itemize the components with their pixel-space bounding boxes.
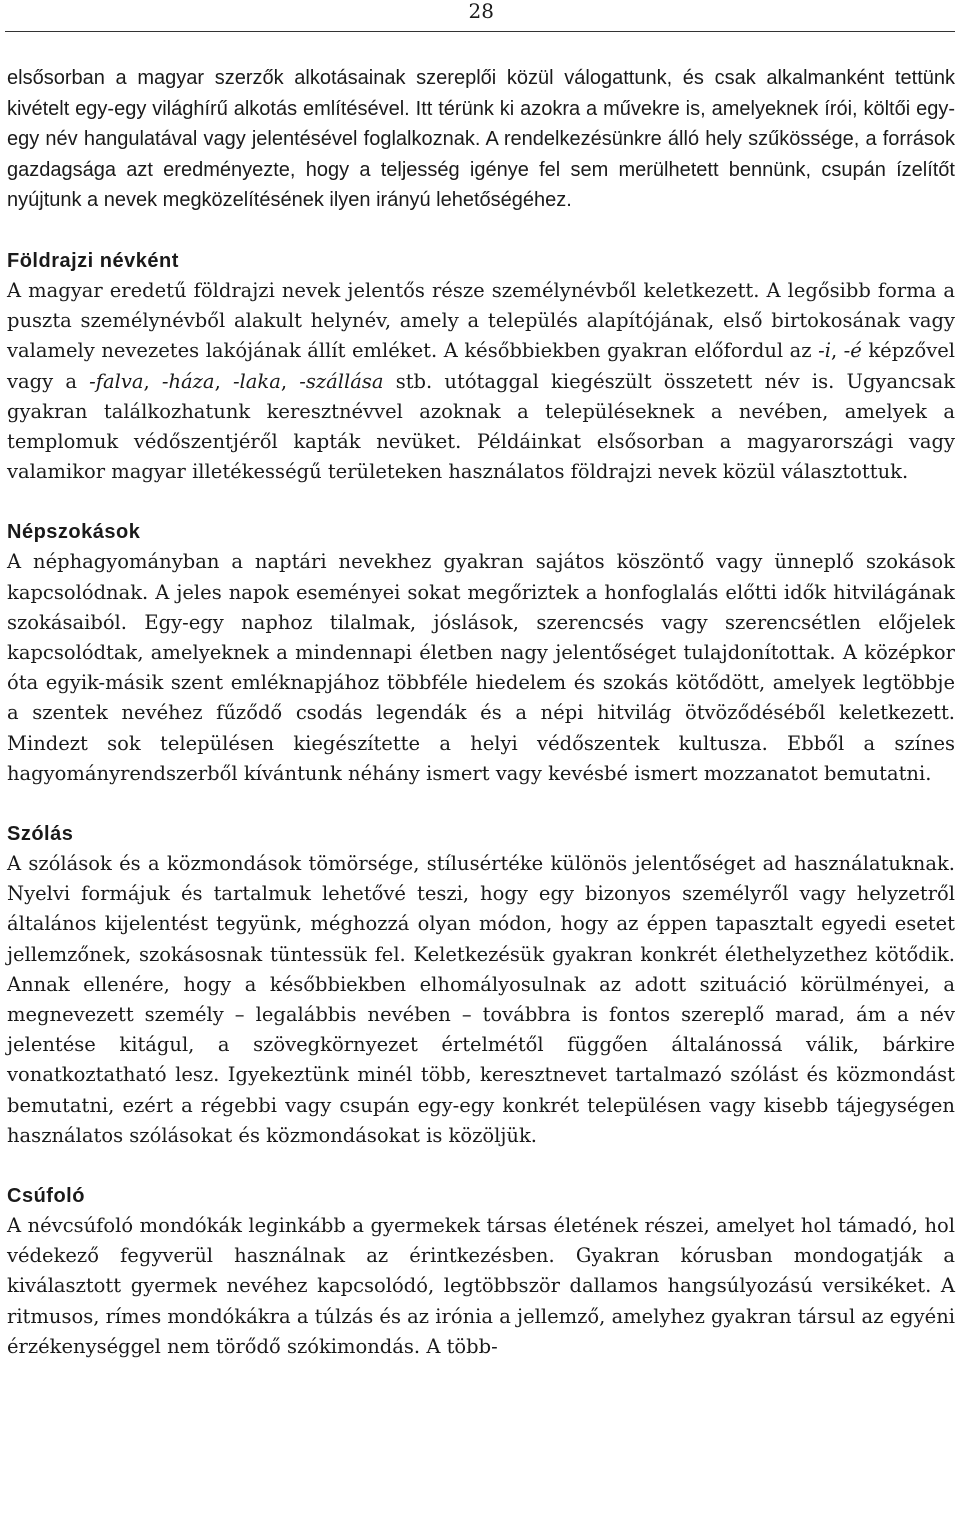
suffix-e: -é: [843, 339, 862, 363]
suffix-laka: -laka: [232, 369, 281, 393]
section-heading: Szólás: [7, 823, 74, 846]
section-paragraph: [7, 276, 955, 487]
header-rule: [5, 31, 955, 32]
suffix-i: -i: [818, 339, 831, 363]
section-paragraph: A néphagyományban a naptári nevekhez gyakran sajátos köszöntő vagy ünneplő szokások kapcsolódnak. A jeles napok eseményei sokat megőriztek a honfoglalás előtti idők hitvilágának szokásaiból. Egy-egy naphoz tilalmak, jóslások, szerencsés vagy szerencsétlen előjelek kapcsolódtak, amelyeknek a mindennapi életben nagy jelentőséget tulajdonítottak. A középkor óta egyik-másik szent emléknapjához többféle hiedelem és szokás kötődött, amelyek legtöbbje a szentek nevéhez fűződő csodás legendák és a népi hitvilág ötvöződéséből keletkezett. Mindezt sok településen kiegészítette a helyi védőszentek kultusza. Ebből a színes hagyományrendszerből kívántunk néhány ismert vagy kevésbé ismert mozzanatot bemutatni.: [7, 550, 955, 785]
text-run: ,: [280, 369, 300, 393]
page-number: 28: [468, 0, 494, 23]
section-szolas: [7, 819, 955, 1151]
suffix-haza: -háza: [161, 369, 215, 393]
text-run: A magyar eredetű földrajzi nevek jelentős része személynévből keletkezett. A legősibb forma a puszta személynévből alakult helynév, amely a település alapítójának, első birtokosának vagy valamely nevezetes lakójának állít emléket. A későbbiekben gyakran előfordul az: [7, 278, 955, 363]
text-run: stb. utótaggal kiegészült összetett név is. Ugyancsak gyakran találkozhatunk keresztnévvel azoknak a településeknek a nevében, amelyek a templomuk védőszentjéről kapták nevüket. Példáinkat elsősorban a magyarországi vagy valamikor magyar illetékességű területeken használatos földrajzi nevek közül választottuk.: [7, 369, 956, 484]
section-paragraph: A névcsúfoló mondókák leginkább a gyermekek társas életének részei, amelyet hol támadó, hol védekező fegyverül használnak az érintkezésben. Gyakran kórusban mondogatják a kiválasztott gyermek nevéhez kapcsolódó, legtöbbször dallamos hangsúlyozású versikéket. A ritmusos, rímes mondókákra a túlzás és az irónia a jellemző, amelyhez gyakran társul az egyéni érzékenységgel nem törődő szókimondás. A több-: [7, 1214, 955, 1358]
section-heading: Földrajzi névként: [7, 249, 179, 272]
section-csufolo: [7, 1181, 955, 1362]
text-run: ,: [143, 369, 162, 393]
section-nepszokasok: [7, 517, 955, 789]
text-run: képzővel vagy a: [7, 339, 955, 393]
section-heading: Népszokások: [7, 521, 141, 544]
section-heading: Csúfoló: [7, 1185, 85, 1208]
suffix-falva: -falva: [89, 369, 144, 393]
page-body: [7, 63, 955, 1362]
section-foldrajzi: [7, 246, 955, 487]
text-run: ,: [214, 369, 233, 393]
text-run: ,: [830, 339, 844, 363]
intro-paragraph: elsősorban a magyar szerzők alkotásainak szereplői közül válogattunk, és csak alkalmanként tettünk kivételt egy-egy világhírű alkotás említésével. Itt térünk ki azokra a művekre is, amelyeknek írói, költői egy-egy név hangulatával vagy jelentésével foglalkoznak. A rendelkezésünkre álló hely szűkössége, a források gazdagsága azt eredményezte, hogy a teljesség igénye fel sem merülhetett bennünk, csupán ízelítőt nyújtunk a nevek megközelítésének ilyen irányú lehetőségéhez.: [7, 67, 955, 212]
section-paragraph: A szólások és a közmondások tömörsége, stílusértéke különös jelentőséget ad használatuknak. Nyelvi formájuk és tartalmuk lehetővé teszi, hogy egy bizonyos személyről vagy helyzetről általános kijelentést tegyünk, méghozzá olyan módon, hogy az éppen tapasztalt egyedi esetet jellemzőnek, szokásosnak tüntessük fel. Keletkezésük gyakran konkrét élethelyzethez kötődik. Annak ellenére, hogy a későbbiekben elhomályosulnak az adott szituáció körülményei, a megnevezett személy – legalábbis nevében – továbbra is fontos szereplő marad, ám a név jelentése kitágul, a szövegkörnyezet értelmétől függően általánossá válik, bárkire vonatkoztatható lesz. Igyekeztünk minél több, keresztnevet tartalmazó szólást és közmondást bemutatni, ezért a régebbi vagy csupán egy-egy konkrét településen vagy kisebb tájegységen használatos szólásokat és közmondásokat is közöljük.: [7, 852, 955, 1147]
suffix-szallasa: -szállása: [299, 369, 384, 393]
